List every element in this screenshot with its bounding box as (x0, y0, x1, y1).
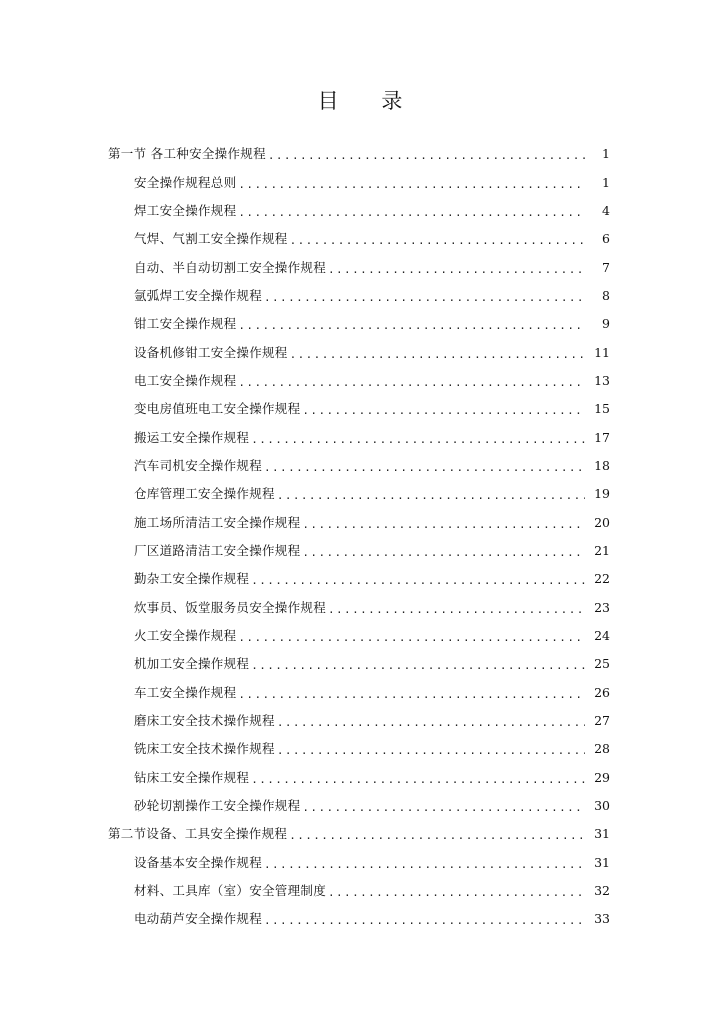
toc-page-number: 30 (594, 798, 610, 814)
toc-entry[interactable] (0, 452, 720, 480)
toc-dot-leader (328, 262, 585, 278)
toc-page-number: 22 (594, 571, 610, 587)
toc-page-number: 17 (594, 429, 610, 445)
toc-page-number: 25 (594, 656, 610, 672)
toc-entry[interactable] (0, 480, 720, 508)
toc-entry[interactable] (0, 792, 720, 820)
toc-dot-leader (302, 545, 585, 561)
toc-dot-leader (264, 290, 585, 306)
toc-dot-leader (251, 772, 585, 788)
toc-entry[interactable] (0, 197, 720, 225)
table-of-contents (0, 140, 720, 934)
toc-dot-leader (290, 347, 585, 363)
toc-entry-label: 气焊、气割工安全操作规程 (134, 231, 288, 247)
toc-page-number: 1 (602, 146, 610, 162)
toc-dot-leader (328, 885, 585, 901)
toc-entry[interactable] (0, 423, 720, 451)
toc-dot-leader (277, 743, 585, 759)
toc-page-number: 27 (594, 713, 610, 729)
toc-entry[interactable] (0, 253, 720, 281)
toc-entry-label: 电工安全操作规程 (134, 372, 237, 388)
toc-page-number: 8 (602, 287, 610, 303)
toc-entry[interactable] (0, 282, 720, 310)
toc-page-number: 13 (594, 372, 610, 388)
toc-dot-leader (277, 488, 585, 504)
toc-entry[interactable] (0, 877, 720, 905)
toc-page-number: 28 (594, 741, 610, 757)
toc-entry-label: 勤杂工安全操作规程 (134, 571, 250, 587)
toc-page-number: 33 (594, 911, 610, 927)
toc-entry[interactable] (0, 905, 720, 933)
toc-dot-leader (238, 375, 585, 391)
toc-dot-leader (238, 630, 585, 646)
toc-entry[interactable] (0, 650, 720, 678)
toc-entry[interactable] (0, 735, 720, 763)
toc-entry[interactable] (0, 168, 720, 196)
toc-entry[interactable] (0, 310, 720, 338)
toc-dot-leader (251, 658, 585, 674)
toc-page-number: 21 (594, 542, 610, 558)
toc-entry[interactable] (0, 508, 720, 536)
toc-entry[interactable] (0, 338, 720, 366)
toc-entry-label: 磨床工安全技术操作规程 (134, 713, 275, 729)
toc-entry-label: 材料、工具库（室）安全管理制度 (134, 883, 327, 899)
toc-section-entry[interactable] (0, 140, 720, 168)
toc-entry-label: 焊工安全操作规程 (134, 202, 237, 218)
toc-dot-leader (251, 573, 585, 589)
toc-dot-leader (268, 148, 585, 164)
toc-entry[interactable] (0, 849, 720, 877)
toc-entry-label: 车工安全操作规程 (134, 684, 237, 700)
toc-dot-leader (289, 828, 585, 844)
toc-dot-leader (328, 602, 585, 618)
toc-section-entry[interactable] (0, 820, 720, 848)
toc-entry[interactable] (0, 594, 720, 622)
toc-dot-leader (302, 403, 585, 419)
toc-entry[interactable] (0, 367, 720, 395)
toc-entry-label: 机加工安全操作规程 (134, 656, 250, 672)
toc-entry-label: 电动葫芦安全操作规程 (134, 911, 263, 927)
toc-page-number: 31 (594, 854, 610, 870)
toc-dot-leader (238, 177, 585, 193)
toc-dot-leader (277, 715, 585, 731)
toc-dot-leader (251, 432, 585, 448)
page-title: 目 录 (317, 89, 421, 113)
toc-dot-leader (290, 233, 585, 249)
toc-page-number: 24 (594, 628, 610, 644)
toc-entry-label: 安全操作规程总则 (134, 174, 237, 190)
toc-entry-label: 搬运工安全操作规程 (134, 429, 250, 445)
toc-page-number: 23 (594, 599, 610, 615)
toc-entry[interactable] (0, 764, 720, 792)
toc-entry-label: 铣床工安全技术操作规程 (134, 741, 275, 757)
toc-page-number: 1 (602, 174, 610, 190)
toc-entry-label: 砂轮切割操作工安全操作规程 (134, 798, 301, 814)
toc-page-number: 20 (594, 514, 610, 530)
toc-dot-leader (238, 205, 585, 221)
toc-page-number: 26 (594, 684, 610, 700)
toc-dot-leader (264, 460, 585, 476)
toc-entry[interactable] (0, 565, 720, 593)
toc-dot-leader (238, 318, 585, 334)
toc-entry-label: 第一节 各工种安全操作规程 (108, 146, 266, 162)
toc-page-number: 18 (594, 457, 610, 473)
toc-page-number: 31 (594, 826, 610, 842)
toc-page-number: 11 (594, 344, 610, 360)
toc-entry-label: 第二节设备、工具安全操作规程 (108, 826, 288, 842)
toc-page-number: 19 (594, 486, 610, 502)
toc-entry[interactable] (0, 395, 720, 423)
toc-page-number: 29 (594, 769, 610, 785)
toc-entry-label: 火工安全操作规程 (134, 628, 237, 644)
toc-entry-label: 氩弧焊工安全操作规程 (134, 287, 263, 303)
toc-entry-label: 自动、半自动切割工安全操作规程 (134, 259, 327, 275)
toc-page-number: 32 (594, 883, 610, 899)
toc-page-number: 6 (602, 231, 610, 247)
toc-entry-label: 设备基本安全操作规程 (134, 854, 263, 870)
toc-entry[interactable] (0, 679, 720, 707)
toc-entry-label: 钳工安全操作规程 (134, 316, 237, 332)
toc-page-number: 7 (602, 259, 610, 275)
toc-entry[interactable] (0, 622, 720, 650)
toc-entry-label: 仓库管理工安全操作规程 (134, 486, 275, 502)
toc-dot-leader (264, 857, 585, 873)
toc-dot-leader (302, 800, 585, 816)
toc-page-number: 15 (594, 401, 610, 417)
toc-entry-label: 汽车司机安全操作规程 (134, 457, 263, 473)
toc-dot-leader (264, 913, 585, 929)
toc-dot-leader (302, 517, 585, 533)
toc-entry-label: 炊事员、饭堂服务员安全操作规程 (134, 599, 327, 615)
toc-entry-label: 钻床工安全操作规程 (134, 769, 250, 785)
toc-entry[interactable] (0, 537, 720, 565)
toc-entry[interactable] (0, 707, 720, 735)
toc-entry-label: 施工场所清洁工安全操作规程 (134, 514, 301, 530)
toc-entry-label: 厂区道路清洁工安全操作规程 (134, 542, 301, 558)
toc-page-number: 4 (602, 202, 610, 218)
toc-page-number: 9 (602, 316, 610, 332)
toc-entry-label: 设备机修钳工安全操作规程 (134, 344, 288, 360)
toc-dot-leader (238, 687, 585, 703)
toc-entry-label: 变电房值班电工安全操作规程 (134, 401, 301, 417)
toc-entry[interactable] (0, 225, 720, 253)
